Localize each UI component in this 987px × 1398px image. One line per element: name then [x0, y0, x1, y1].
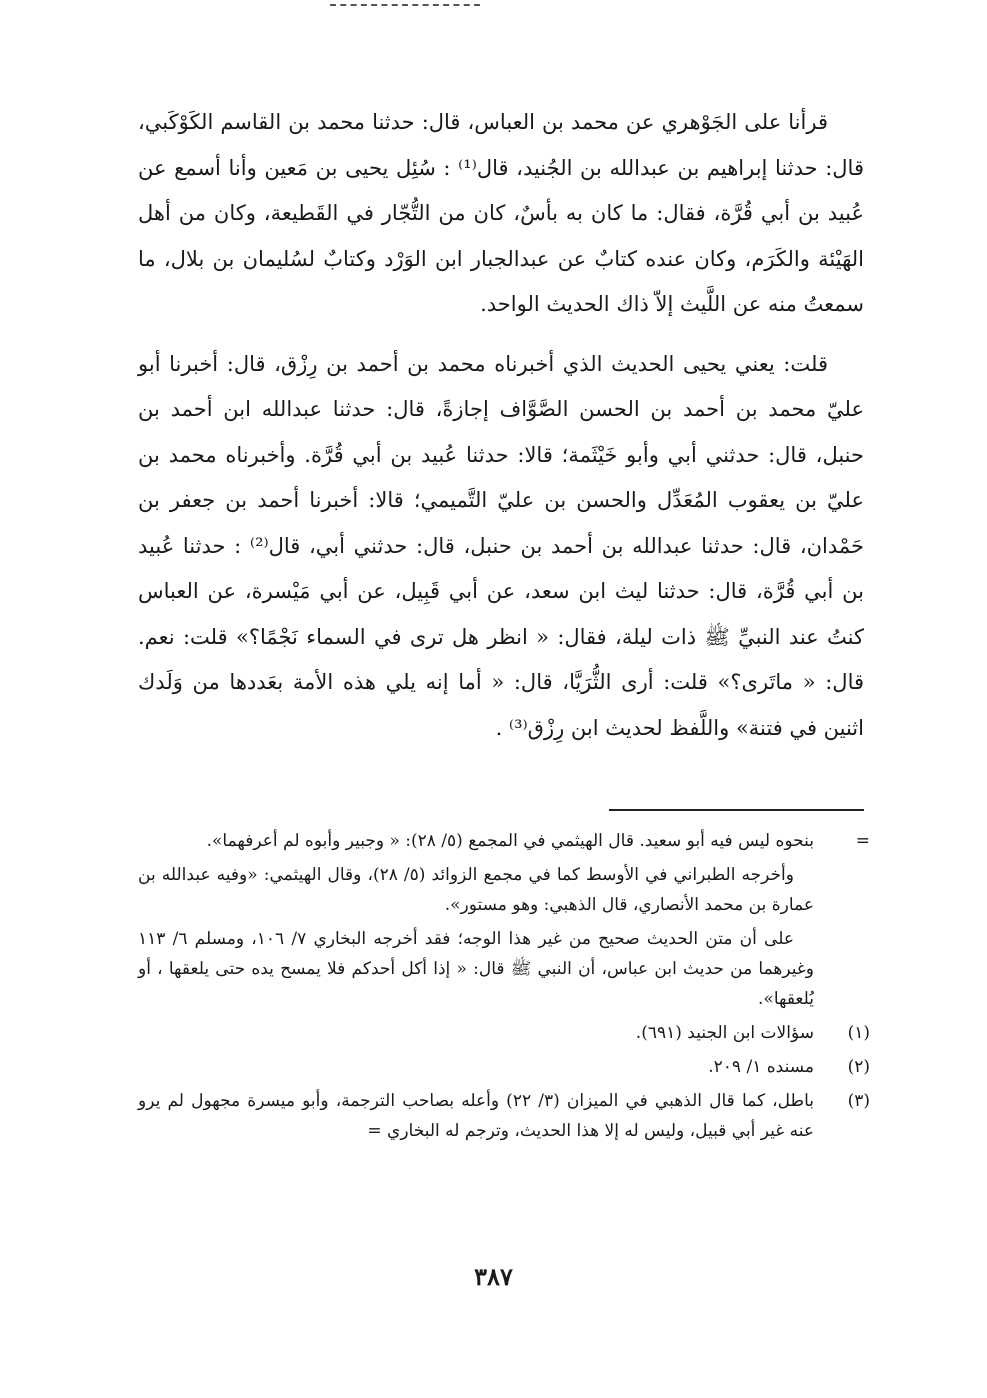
footnote-1	[138, 1018, 870, 1048]
footnote-continuation-paragraph: وأخرجه الطبراني في الأوسط كما في مجمع الزوائد (٥/ ٢٨)، وقال الهيثمي: «وفيه عبدالله بن عمارة بن محمد الأنصاري، قال الذهبي: وهو مستور».	[138, 865, 814, 915]
footnote-number: (١)	[847, 1023, 870, 1043]
footnote-continuation-mark: =	[855, 831, 870, 851]
footnote-3	[138, 1086, 870, 1146]
footnotes-block	[138, 826, 870, 1150]
footnote-text: مسنده ١/ ٢٠٩.	[708, 1057, 814, 1077]
top-scan-mark	[330, 4, 480, 10]
footnote-text: سؤالات ابن الجنيد (٦٩١).	[635, 1023, 814, 1043]
footnote-number: (٣)	[847, 1091, 870, 1111]
footnote-continuation-paragraph: على أن متن الحديث صحيح من غير هذا الوجه؛ فقد أخرجه البخاري ٧/ ١٠٦، ومسلم ٦/ ١١٣ وغيرهما من حديث ابن عباس، أن النبي ﷺ قال: « إذا أكل أحدكم فلا يمسح يده حتى يلعقها ، أو يُلعقها».	[138, 929, 814, 1009]
paragraph-1: قرأنا على الجَوْهري عن محمد بن العباس، قال: حدثنا محمد بن القاسم الكَوْكَبي، قال: حدثنا إبراهيم بن عبدالله بن الجُنيد، قال⁽¹⁾ : سُئِل يحيى بن مَعين وأنا أسمع عن عُبيد بن أبي قُرَّة، فقال: ما كان به بأسٌ، كان من التُّجّار في القَطيعة، وكان من أهل الهَيْئة والكَرَم، وكان عنده كتابٌ عن عبدالجبار ابن الوَرْد وكتابٌ لسُليمان بن بلال، ما سمعتُ منه عن اللَّيث إلاّ ذاك الحديث الواحد.	[138, 110, 864, 316]
footnote-continuation	[138, 826, 870, 856]
page-number: ٣٨٧	[474, 1262, 513, 1291]
footnote-separator	[609, 809, 864, 811]
footnote-continuation-text: بنحوه ليس فيه أبو سعيد. قال الهيثمي في المجمع (٥/ ٢٨): « وجبير وأبوه لم أعرفهما».	[206, 831, 814, 851]
main-text-block	[138, 100, 864, 765]
footnote-number: (٢)	[847, 1057, 870, 1077]
paragraph-2: قلت: يعني يحيى الحديث الذي أخبرناه محمد بن أحمد بن رِزْق، قال: أخبرنا أبو عليّ محمد بن أحمد بن الحسن الصَّوَّاف إجازةً، قال: حدثنا عبدالله ابن أحمد بن حنبل، قال: حدثني أبي وأبو خَيْثَمة؛ قالا: حدثنا عُبيد بن أبي قُرَّة. وأخبرناه محمد بن عليّ بن يعقوب المُعَدِّل والحسن بن عليّ التَّميمي؛ قالا: أخبرنا أحمد بن جعفر بن حَمْدان، قال: حدثنا عبدالله بن أحمد بن حنبل، قال: حدثني أبي، قال⁽²⁾ : حدثنا عُبيد بن أبي قُرَّة، قال: حدثنا ليث ابن سعد، عن أبي قَبِيل، عن أبي مَيْسرة، عن العباس كنتُ عند النبيِّ ﷺ ذات ليلة، فقال: « انظر هل ترى في السماء نَجْمًا؟» قلت: نعم. قال: « ماتَرى؟» قلت: أرى الثُّرَيَّا، قال: « أما إنه يلي هذه الأمة بعَددها من وَلَدك اثنين في فتنة» واللَّفظ لحديث ابن رِزْق⁽³⁾ .	[138, 351, 864, 740]
footnote-text: باطل، كما قال الذهبي في الميزان (٣/ ٢٢) وأعله بصاحب الترجمة، وأبو ميسرة مجهول لم يرو عنه غير أبي قبيل، وليس له إلا هذا الحديث، وترجم له البخاري =	[138, 1091, 814, 1141]
footnote-2	[138, 1052, 870, 1082]
